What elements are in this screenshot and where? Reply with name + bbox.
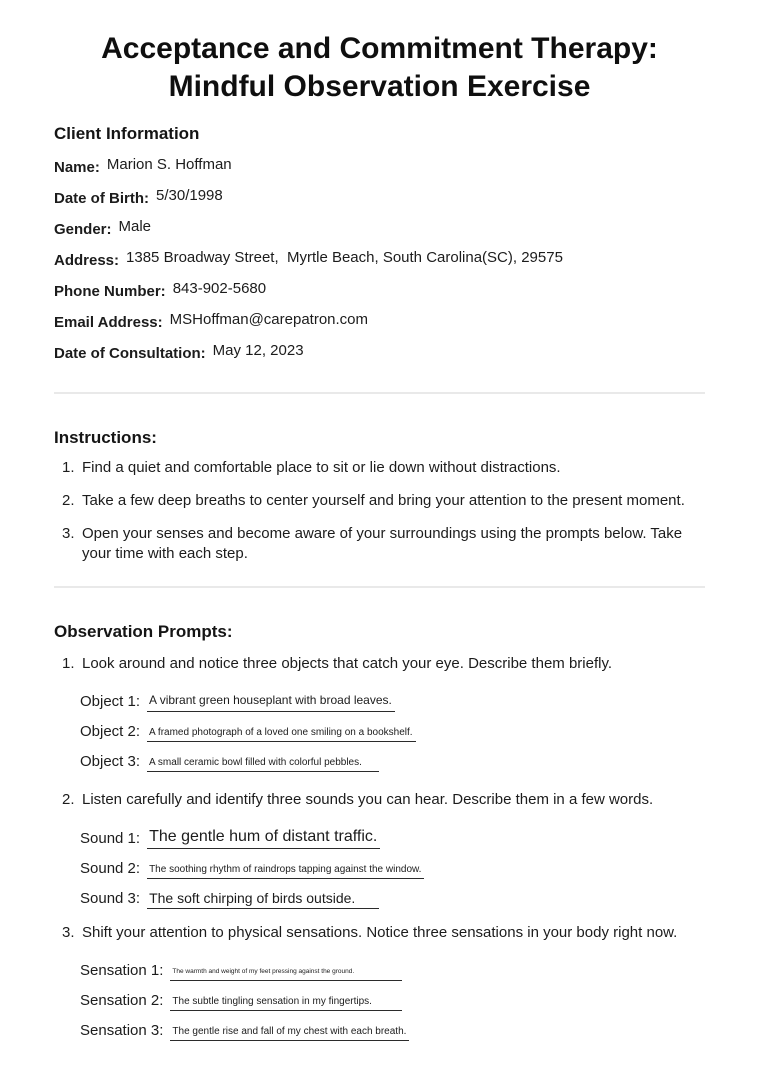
sensation-1-label: Sensation 1:: [80, 962, 164, 980]
sound-2-field[interactable]: [147, 864, 424, 880]
object-1-label: Object 1:: [80, 693, 141, 710]
sound-1-row: [54, 828, 705, 849]
name-value: Marion S. Hoffman: [106, 156, 232, 173]
phone-value: 843-902-5680: [172, 280, 267, 297]
object-3-field[interactable]: [147, 757, 379, 773]
dob-value: 5/30/1998: [156, 187, 223, 204]
page-title-line1: Acceptance and Commitment Therapy:: [101, 32, 658, 65]
object-2-answer: A framed photograph of a loved one smiling on a bookshelf.: [149, 726, 413, 738]
prompt-number: 1.: [62, 655, 75, 672]
prompt-text: Listen carefully and identify three sounds you can hear. Describe them in a few words.: [82, 791, 654, 808]
client-field-address: [54, 251, 705, 271]
sound-2-label: Sound 2:: [80, 860, 141, 878]
sound-3-label: Sound 3:: [80, 890, 141, 908]
sensation-3-row: [54, 1021, 705, 1041]
sensation-3-field[interactable]: [170, 1026, 409, 1042]
page-title: [54, 30, 705, 106]
observation-prompts-heading: Observation Prompts:: [54, 622, 233, 641]
sensation-3-answer: The gentle rise and fall of my chest with each breath.: [172, 1025, 407, 1037]
prompt-text: Look around and notice three objects that catch your eye. Describe them briefly.: [82, 655, 613, 672]
consultation-date-label: Date of Consultation:: [54, 345, 206, 362]
sensation-1-row: [54, 961, 705, 981]
sensation-3-label: Sensation 3:: [80, 1022, 164, 1040]
prompt-number: 3.: [62, 924, 75, 942]
address-value: 1385 Broadway Street, Myrtle Beach, South Carolina(SC), 29575: [126, 249, 563, 266]
section-divider: [54, 392, 705, 394]
instruction-item: [54, 458, 705, 478]
client-field-phone: [54, 282, 705, 302]
client-field-email: [54, 313, 705, 333]
object-1-answer: A vibrant green houseplant with broad leaves.: [149, 693, 392, 708]
instructions-heading: Instructions:: [54, 428, 157, 447]
gender-value: Male: [118, 218, 152, 235]
sound-2-answer: The soothing rhythm of raindrops tapping against the window.: [149, 863, 422, 875]
address-label: Address:: [54, 252, 120, 269]
sensation-2-field[interactable]: [170, 996, 402, 1012]
object-3-answer: A small ceramic bowl filled with colorful pebbles.: [149, 756, 362, 768]
instruction-number: 1.: [62, 459, 75, 476]
instruction-text: Take a few deep breaths to center yourself and bring your attention to the present moment.: [82, 492, 685, 509]
prompt-text: Shift your attention to physical sensations. Notice three sensations in your body right now.: [82, 924, 678, 942]
object-3-row: [54, 752, 705, 772]
section-divider: [54, 586, 705, 588]
email-label: Email Address:: [54, 314, 163, 331]
sound-3-answer: The soft chirping of birds outside.: [149, 890, 356, 907]
consultation-date-value: May 12, 2023: [212, 342, 304, 359]
sensation-1-field[interactable]: [170, 968, 402, 981]
client-field-consultation-date: [54, 344, 705, 364]
sensation-2-row: [54, 991, 705, 1011]
object-2-field[interactable]: [147, 727, 416, 743]
instruction-number: 3.: [62, 525, 75, 542]
prompt-number: 2.: [62, 791, 75, 808]
sensation-1-answer: The warmth and weight of my feet pressing against the ground.: [172, 967, 355, 975]
dob-label: Date of Birth:: [54, 190, 149, 207]
name-label: Name:: [54, 159, 100, 176]
sound-1-field[interactable]: [147, 828, 380, 849]
instruction-number: 2.: [62, 492, 75, 509]
page-title-line2: Mindful Observation Exercise: [168, 70, 591, 103]
prompt-objects: [54, 654, 705, 674]
instruction-text: Open your senses and become aware of your surroundings using the prompts below. Take your time with each step.: [82, 525, 683, 562]
instruction-item: [54, 524, 705, 564]
prompt-sounds: [54, 790, 705, 810]
instruction-text: Find a quiet and comfortable place to sit or lie down without distractions.: [82, 459, 561, 476]
client-field-dob: [54, 189, 705, 209]
sound-3-field[interactable]: [147, 890, 379, 909]
object-3-label: Object 3:: [80, 753, 141, 770]
client-field-name: [54, 158, 705, 178]
client-field-gender: [54, 220, 705, 240]
prompt-sensations: [54, 923, 705, 943]
sound-1-answer: The gentle hum of distant traffic.: [149, 828, 378, 845]
sensation-2-label: Sensation 2:: [80, 992, 164, 1010]
sound-2-row: [54, 859, 705, 879]
instruction-item: [54, 491, 705, 511]
object-1-field[interactable]: [147, 694, 395, 712]
phone-label: Phone Number:: [54, 283, 166, 300]
object-2-label: Object 2:: [80, 723, 141, 740]
sound-3-row: [54, 889, 705, 909]
object-2-row: [54, 722, 705, 742]
sensation-2-answer: The subtle tingling sensation in my fingertips.: [172, 995, 372, 1007]
email-value: MSHoffman@carepatron.com: [169, 311, 369, 328]
sound-1-label: Sound 1:: [80, 830, 141, 848]
gender-label: Gender:: [54, 221, 112, 238]
object-1-row: [54, 692, 705, 712]
client-info-heading: Client Information: [54, 124, 200, 143]
